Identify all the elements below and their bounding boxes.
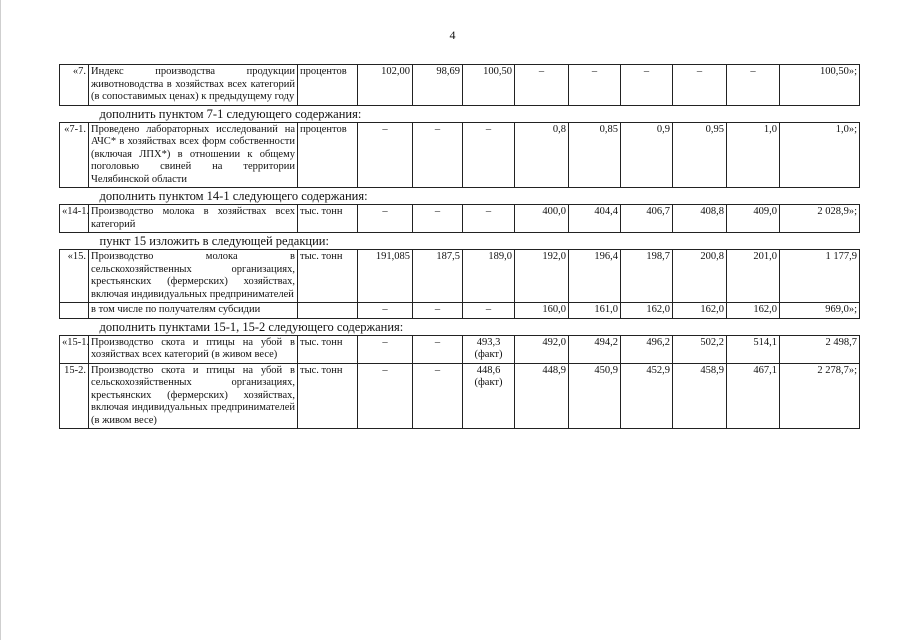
value-cell: –	[463, 205, 515, 233]
amendment-note-row	[60, 105, 860, 122]
value-cell: –	[621, 65, 673, 106]
value-cell: 450,9	[569, 363, 621, 429]
table-row	[60, 65, 860, 106]
value-cell	[463, 335, 515, 363]
value-cell: 502,2	[673, 335, 727, 363]
table-row	[60, 122, 860, 188]
row-number-empty	[60, 303, 89, 319]
value-cell: 452,9	[621, 363, 673, 429]
value-cell: –	[463, 122, 515, 188]
value-cell: 200,8	[673, 250, 727, 303]
page-edge	[0, 0, 1, 640]
row-number: «7-1.	[60, 122, 89, 188]
value-cell: –	[358, 205, 413, 233]
value-cell: 2 498,7	[780, 335, 860, 363]
row-number: «7.	[60, 65, 89, 106]
indicators-table	[59, 64, 860, 429]
value-cell: –	[515, 65, 569, 106]
value-cell: –	[358, 363, 413, 429]
value-cell: –	[727, 65, 780, 106]
value-cell: 0,85	[569, 122, 621, 188]
value-cell: –	[413, 335, 463, 363]
value-text: 493,3	[476, 336, 501, 348]
value-cell: 492,0	[515, 335, 569, 363]
indicator-name: Производство молока в сельскохозяйственных организациях, крестьянских (фермерских) хозяйствах, включая индивидуальных предпринимателей	[89, 250, 298, 303]
table-row	[60, 250, 860, 303]
row-number: «15-1.	[60, 335, 89, 363]
value-cell: 2 028,9»;	[780, 205, 860, 233]
page-number: 4	[449, 28, 456, 42]
value-cell: 1 177,9	[780, 250, 860, 303]
value-cell: –	[358, 122, 413, 188]
value-cell: 0,8	[515, 122, 569, 188]
table-row	[60, 205, 860, 233]
row-number: «15.	[60, 250, 89, 303]
value-cell: 187,5	[413, 250, 463, 303]
value-cell: 408,8	[673, 205, 727, 233]
value-cell: 162,0	[673, 303, 727, 319]
indicator-name: в том числе по получателям субсидии	[89, 303, 298, 319]
value-cell: 98,69	[413, 65, 463, 106]
indicator-name: Проведено лабораторных исследований на АЧС* в хозяйствах всех форм собственности (включая ЛПХ*) в отношении к общему поголовью свиней на территории Челябинской области	[89, 122, 298, 188]
value-cell	[463, 363, 515, 429]
value-cell: 406,7	[621, 205, 673, 233]
row-number: «14-1.	[60, 205, 89, 233]
table-row	[60, 363, 860, 429]
value-note: (факт)	[474, 349, 503, 360]
value-cell: 1,0»;	[780, 122, 860, 188]
value-cell: 467,1	[727, 363, 780, 429]
value-cell: 102,00	[358, 65, 413, 106]
value-cell: –	[569, 65, 621, 106]
value-cell: 494,2	[569, 335, 621, 363]
value-note: (факт)	[474, 377, 503, 388]
value-cell: 0,95	[673, 122, 727, 188]
value-cell: 409,0	[727, 205, 780, 233]
value-cell: –	[358, 303, 413, 319]
value-cell: –	[413, 303, 463, 319]
amendment-note: дополнить пунктами 15-1, 15-2 следующего содержания:	[60, 318, 860, 335]
amendment-note-row	[60, 188, 860, 205]
amendment-note: пункт 15 изложить в следующей редакции:	[60, 233, 860, 250]
value-cell: 161,0	[569, 303, 621, 319]
value-cell: 189,0	[463, 250, 515, 303]
value-cell: 448,9	[515, 363, 569, 429]
value-cell: 201,0	[727, 250, 780, 303]
value-cell: 458,9	[673, 363, 727, 429]
unit-cell: тыс. тонн	[298, 363, 358, 429]
value-cell: 192,0	[515, 250, 569, 303]
unit-cell: тыс. тонн	[298, 205, 358, 233]
value-cell: –	[413, 122, 463, 188]
value-cell: 1,0	[727, 122, 780, 188]
indicator-name: Производство скота и птицы на убой в сельскохозяйственных организациях, крестьянских (фермерских) хозяйствах, включая индивидуальных предпринимателей (в живом весе)	[89, 363, 298, 429]
value-text: 448,6	[476, 364, 501, 376]
unit-cell: тыс. тонн	[298, 250, 358, 303]
value-cell: 969,0»;	[780, 303, 860, 319]
indicator-name: Производство молока в хозяйствах всех категорий	[89, 205, 298, 233]
value-cell: 0,9	[621, 122, 673, 188]
value-cell: 191,085	[358, 250, 413, 303]
value-cell: –	[413, 363, 463, 429]
value-cell: 496,2	[621, 335, 673, 363]
value-cell: 400,0	[515, 205, 569, 233]
amendment-note-row	[60, 233, 860, 250]
value-cell: 100,50»;	[780, 65, 860, 106]
unit-cell: тыс. тонн	[298, 335, 358, 363]
amendment-note: дополнить пунктом 7-1 следующего содержания:	[60, 105, 860, 122]
indicator-name: Производство скота и птицы на убой в хозяйствах всех категорий (в живом весе)	[89, 335, 298, 363]
value-cell: –	[358, 335, 413, 363]
value-cell: 100,50	[463, 65, 515, 106]
value-cell: –	[413, 205, 463, 233]
unit-cell: процентов	[298, 122, 358, 188]
amendment-note-row	[60, 318, 860, 335]
value-cell: 160,0	[515, 303, 569, 319]
value-cell: 162,0	[621, 303, 673, 319]
row-number: 15-2.	[60, 363, 89, 429]
table-row	[60, 335, 860, 363]
value-cell: 2 278,7»;	[780, 363, 860, 429]
value-cell: 198,7	[621, 250, 673, 303]
value-cell: 404,4	[569, 205, 621, 233]
indicator-name: Индекс производства продукции животноводства в хозяйствах всех категорий (в сопоставимых ценах) к предыдущему году	[89, 65, 298, 106]
value-cell: –	[463, 303, 515, 319]
amendment-note: дополнить пунктом 14-1 следующего содержания:	[60, 188, 860, 205]
value-cell: –	[673, 65, 727, 106]
value-cell: 514,1	[727, 335, 780, 363]
value-cell: 196,4	[569, 250, 621, 303]
value-cell: 162,0	[727, 303, 780, 319]
table-row	[60, 303, 860, 319]
unit-cell-empty	[298, 303, 358, 319]
unit-cell: процентов	[298, 65, 358, 106]
